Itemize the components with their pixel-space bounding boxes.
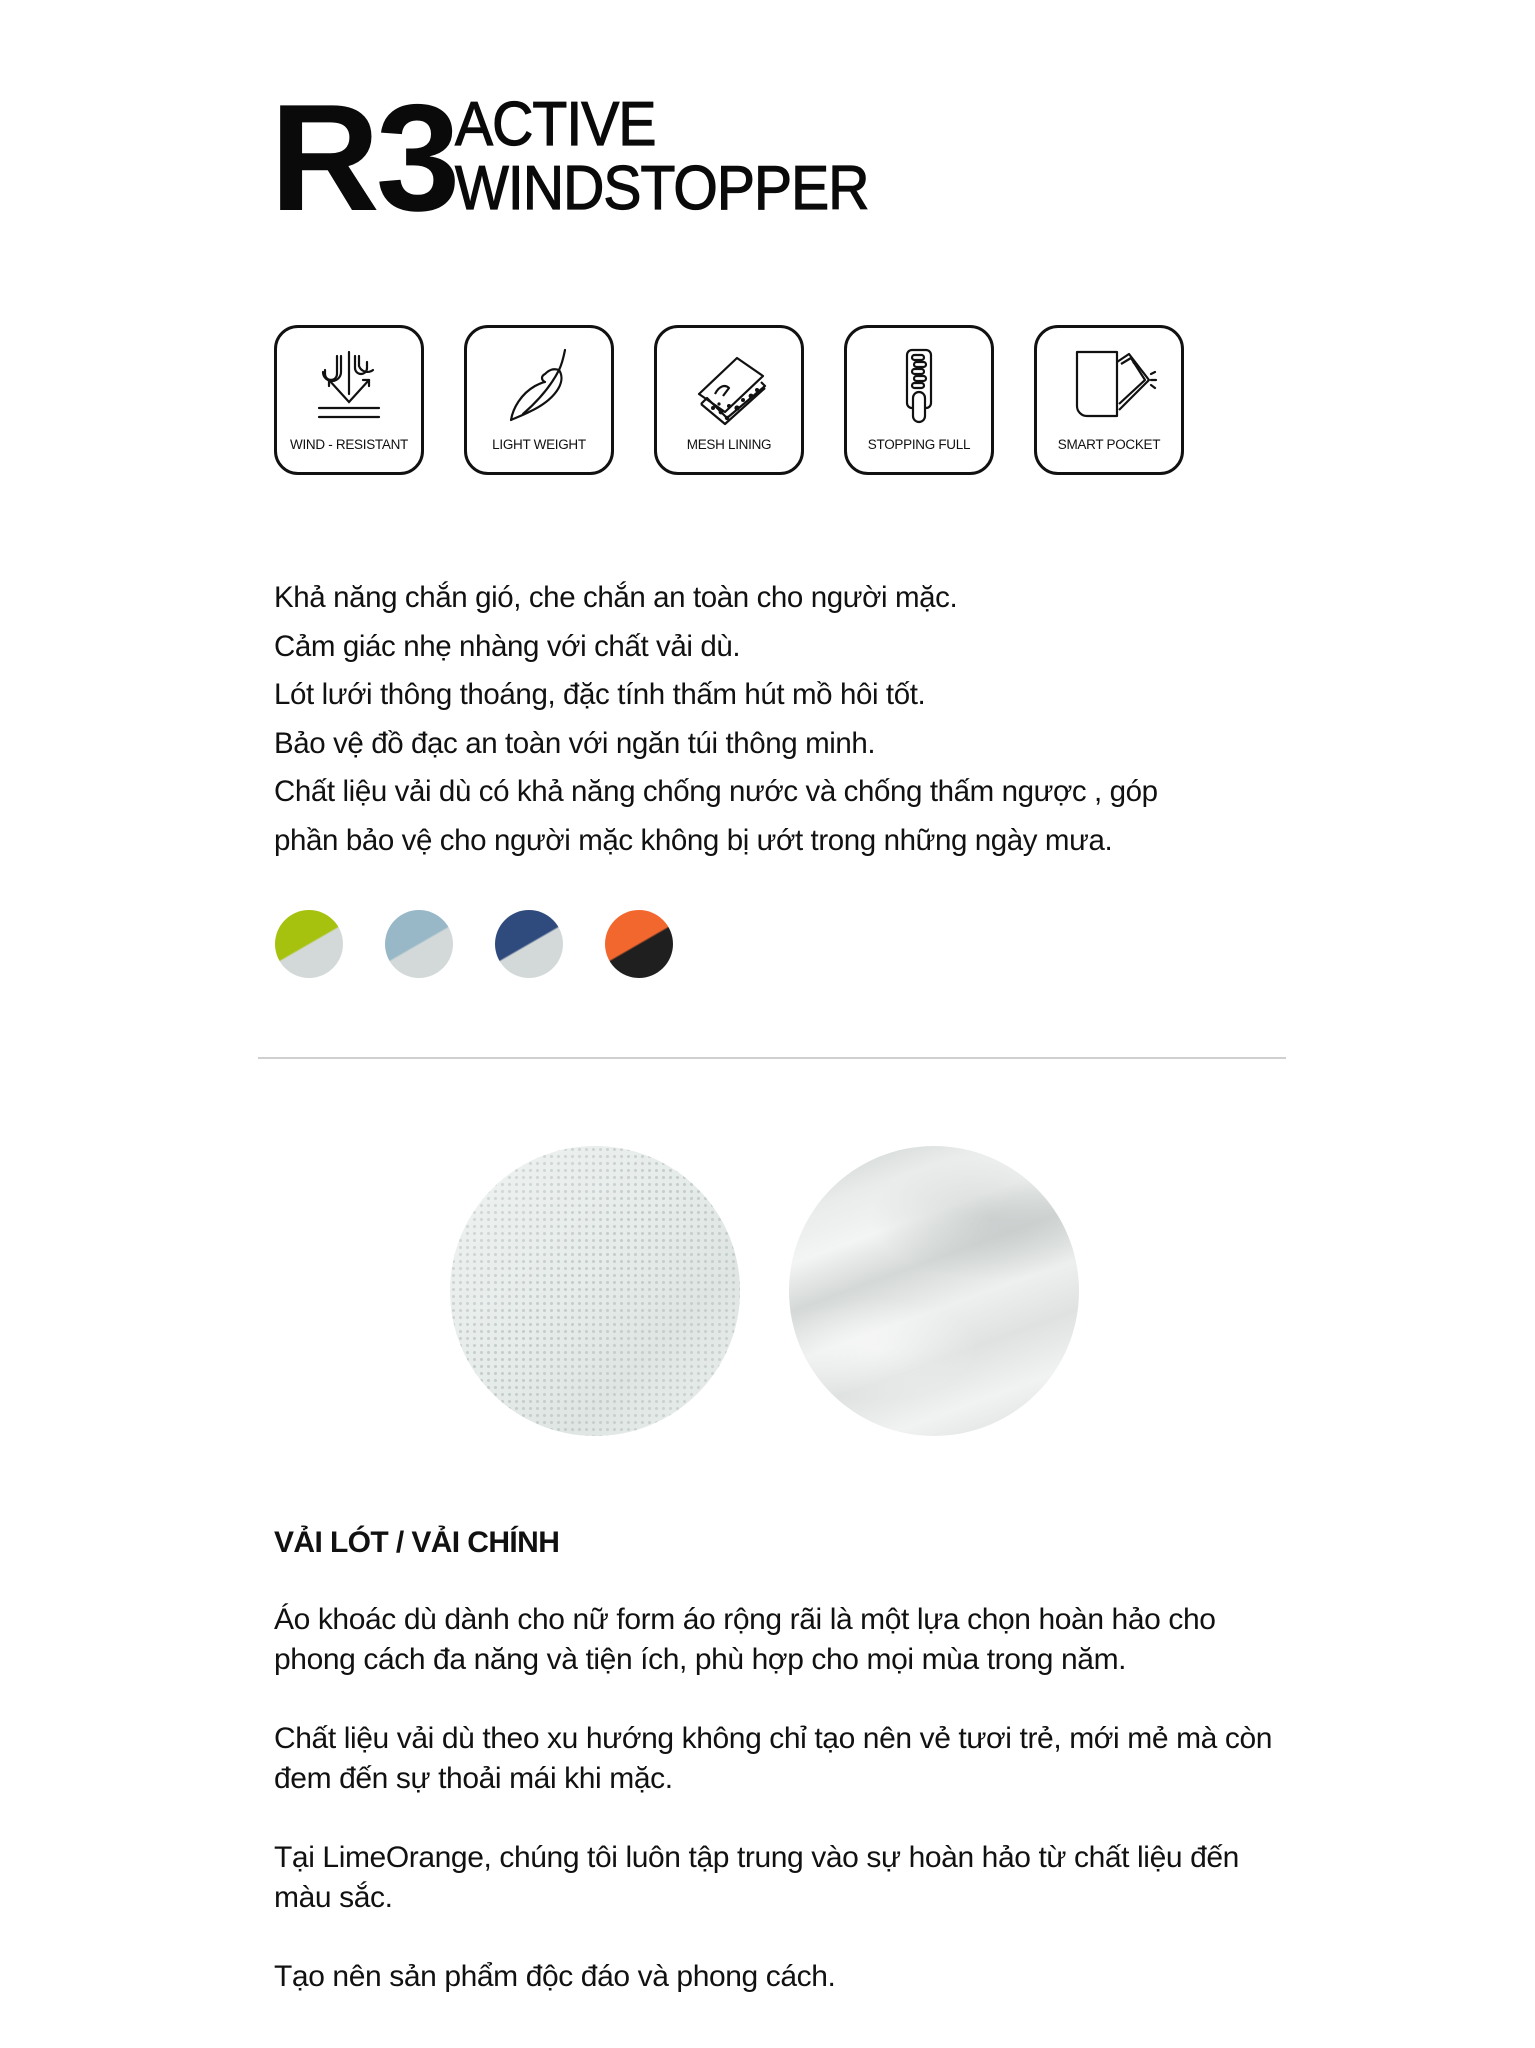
benefit-line: Cảm giác nhẹ nhàng với chất vải dù. xyxy=(274,629,741,663)
product-line-2: WINDSTOPPER xyxy=(455,154,869,223)
feature-stopping-full xyxy=(844,325,994,475)
benefit-line: Bảo vệ đồ đạc an toàn với ngăn túi thông minh. xyxy=(274,726,876,760)
feature-label: WIND - RESISTANT xyxy=(290,437,408,452)
description-paragraph: Tạo nên sản phẩm độc đáo và phong cách. xyxy=(274,1960,836,1993)
color-swatch-lightblue-grey[interactable] xyxy=(385,910,453,978)
feature-label: STOPPING FULL xyxy=(867,437,971,452)
color-swatch-orange-black[interactable] xyxy=(605,910,673,978)
benefit-list xyxy=(274,574,1274,865)
model-name: R3 xyxy=(270,73,457,243)
feather-icon xyxy=(489,346,589,430)
wind-resistant-icon xyxy=(299,346,399,430)
benefit-line: Chất liệu vải dù có khả năng chống nước và chống thấm ngược , góp xyxy=(274,775,1158,808)
section-divider xyxy=(258,1057,1286,1059)
description-paragraph: Chất liệu vải dù theo xu hướng không chỉ tạo nên vẻ tươi trẻ, mới mẻ mà còn đem đến sự thoải mái khi mặc. xyxy=(274,1722,1273,1795)
product-line-1: ACTIVE xyxy=(455,90,656,159)
color-swatch-navy-grey[interactable] xyxy=(495,910,563,978)
fabric-lining-image xyxy=(450,1146,740,1436)
color-swatches xyxy=(275,910,673,978)
smart-pocket-icon xyxy=(1059,346,1159,430)
benefit-line: Khả năng chắn gió, che chắn an toàn cho người mặc. xyxy=(274,581,958,614)
feature-label: LIGHT WEIGHT xyxy=(492,437,586,452)
feature-smart-pocket xyxy=(1034,325,1184,475)
zipper-icon xyxy=(869,346,969,430)
feature-mesh-lining xyxy=(654,325,804,475)
benefit-line: Lót lưới thông thoáng, đặc tính thấm hút mồ hôi tốt. xyxy=(274,678,926,711)
mesh-lining-icon xyxy=(679,346,779,430)
feature-label: SMART POCKET xyxy=(1057,437,1161,452)
fabric-heading: VẢI LÓT / VẢI CHÍNH xyxy=(274,1526,560,1559)
benefit-line: phần bảo vệ cho người mặc không bị ướt trong những ngày mưa. xyxy=(274,823,1113,857)
feature-icons xyxy=(274,325,1184,475)
fabric-main-image xyxy=(789,1146,1079,1436)
description-paragraph: Tại LimeOrange, chúng tôi luôn tập trung vào sự hoàn hảo từ chất liệu đến màu sắc. xyxy=(274,1841,1239,1914)
feature-label: MESH LINING xyxy=(686,437,772,452)
description-paragraph: Áo khoác dù dành cho nữ form áo rộng rãi là một lựa chọn hoàn hảo cho phong cách đa năng và tiện ích, phù hợp cho mọi mùa trong năm. xyxy=(274,1603,1216,1676)
feature-light-weight xyxy=(464,325,614,475)
description-body xyxy=(274,1600,1294,2036)
color-swatch-lime-grey[interactable] xyxy=(275,910,343,978)
feature-wind-resistant xyxy=(274,325,424,475)
